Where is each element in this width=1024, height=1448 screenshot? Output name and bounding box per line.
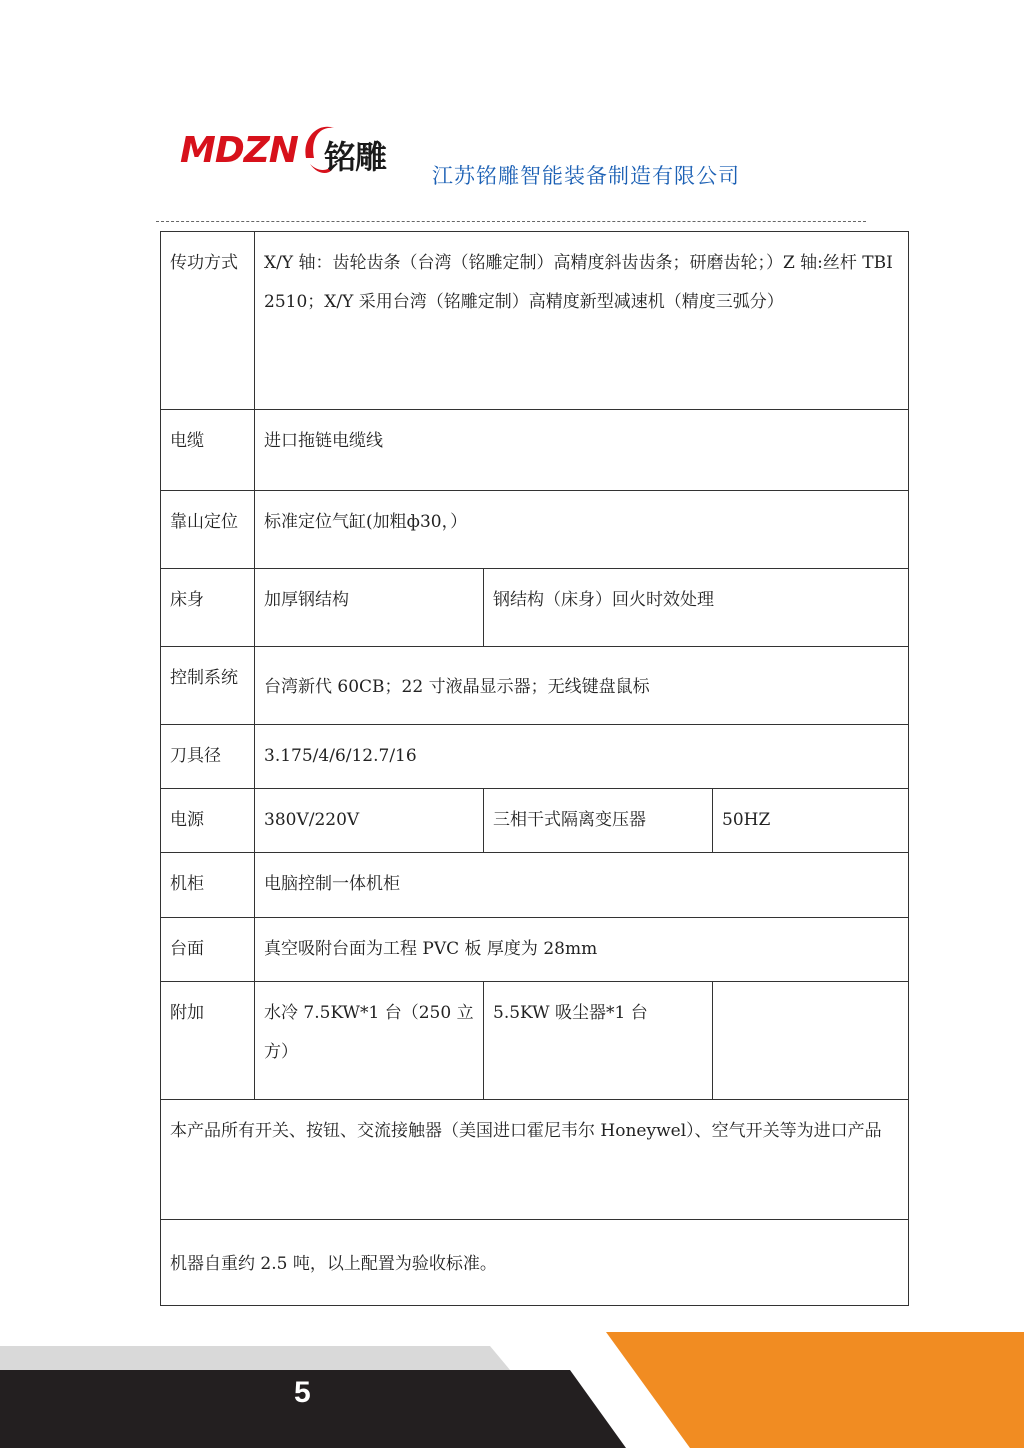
- table-row: [161, 725, 909, 789]
- note-weight: 机器自重约 2.5 吨，以上配置为验收标准。: [161, 1220, 909, 1306]
- row-label: 控制系统: [161, 647, 255, 725]
- logo-chinese: 铭雕: [324, 138, 387, 176]
- row-value: 三相干式隔离变压器: [484, 789, 713, 853]
- row-value: 50HZ: [713, 789, 909, 853]
- row-value: 5.5KW 吸尘器*1 台: [484, 982, 713, 1100]
- row-value: 加厚钢结构: [255, 569, 484, 647]
- footer-decoration: [0, 1320, 1024, 1448]
- row-value: 380V/220V: [255, 789, 484, 853]
- row-label: 机柜: [161, 853, 255, 918]
- row-label: 电缆: [161, 410, 255, 491]
- row-value: 电脑控制一体机柜: [255, 853, 909, 918]
- table-row: [161, 647, 909, 725]
- table-row: [161, 982, 909, 1100]
- table-row: [161, 789, 909, 853]
- row-value: X/Y 轴：齿轮齿条（台湾（铭雕定制）高精度斜齿齿条；研磨齿轮；）Z 轴:丝杆 TBI 2510；X/Y 采用台湾（铭雕定制）高精度新型减速机（精度三弧分）: [255, 232, 909, 410]
- header-divider: [156, 221, 866, 222]
- row-label: 台面: [161, 918, 255, 982]
- row-label: 传功方式: [161, 232, 255, 410]
- table-row: [161, 491, 909, 569]
- table-row: [161, 232, 909, 410]
- note-imported: 本产品所有开关、按钮、交流接触器（美国进口霍尼韦尔 Honeywel）、空气开关等为进口产品: [161, 1100, 909, 1220]
- row-value: 进口拖链电缆线: [255, 410, 909, 491]
- company-name: 江苏铭雕智能装备制造有限公司: [432, 164, 740, 188]
- table-row: [161, 918, 909, 982]
- table-row: [161, 569, 909, 647]
- company-logo: [180, 118, 410, 184]
- row-value: 3.175/4/6/12.7/16: [255, 725, 909, 789]
- row-value: 水冷 7.5KW*1 台（250 立方）: [255, 982, 484, 1100]
- row-label: 刀具径: [161, 725, 255, 789]
- row-value: 真空吸附台面为工程 PVC 板 厚度为 28mm: [255, 918, 909, 982]
- row-value: [713, 982, 909, 1100]
- row-value: 标准定位气缸(加粗ф30，）: [255, 491, 909, 569]
- row-value: 台湾新代 60CB；22 寸液晶显示器；无线键盘鼠标: [255, 647, 909, 725]
- page-number: 5: [294, 1376, 311, 1409]
- row-label: 床身: [161, 569, 255, 647]
- row-label: 靠山定位: [161, 491, 255, 569]
- table-row: [161, 1100, 909, 1220]
- row-value: 钢结构（床身）回火时效处理: [484, 569, 909, 647]
- row-label: 电源: [161, 789, 255, 853]
- table-row: [161, 853, 909, 918]
- spec-table: [160, 231, 909, 1306]
- row-label: 附加: [161, 982, 255, 1100]
- table-row: [161, 1220, 909, 1306]
- table-row: [161, 410, 909, 491]
- logo-text: MDZN: [180, 130, 298, 171]
